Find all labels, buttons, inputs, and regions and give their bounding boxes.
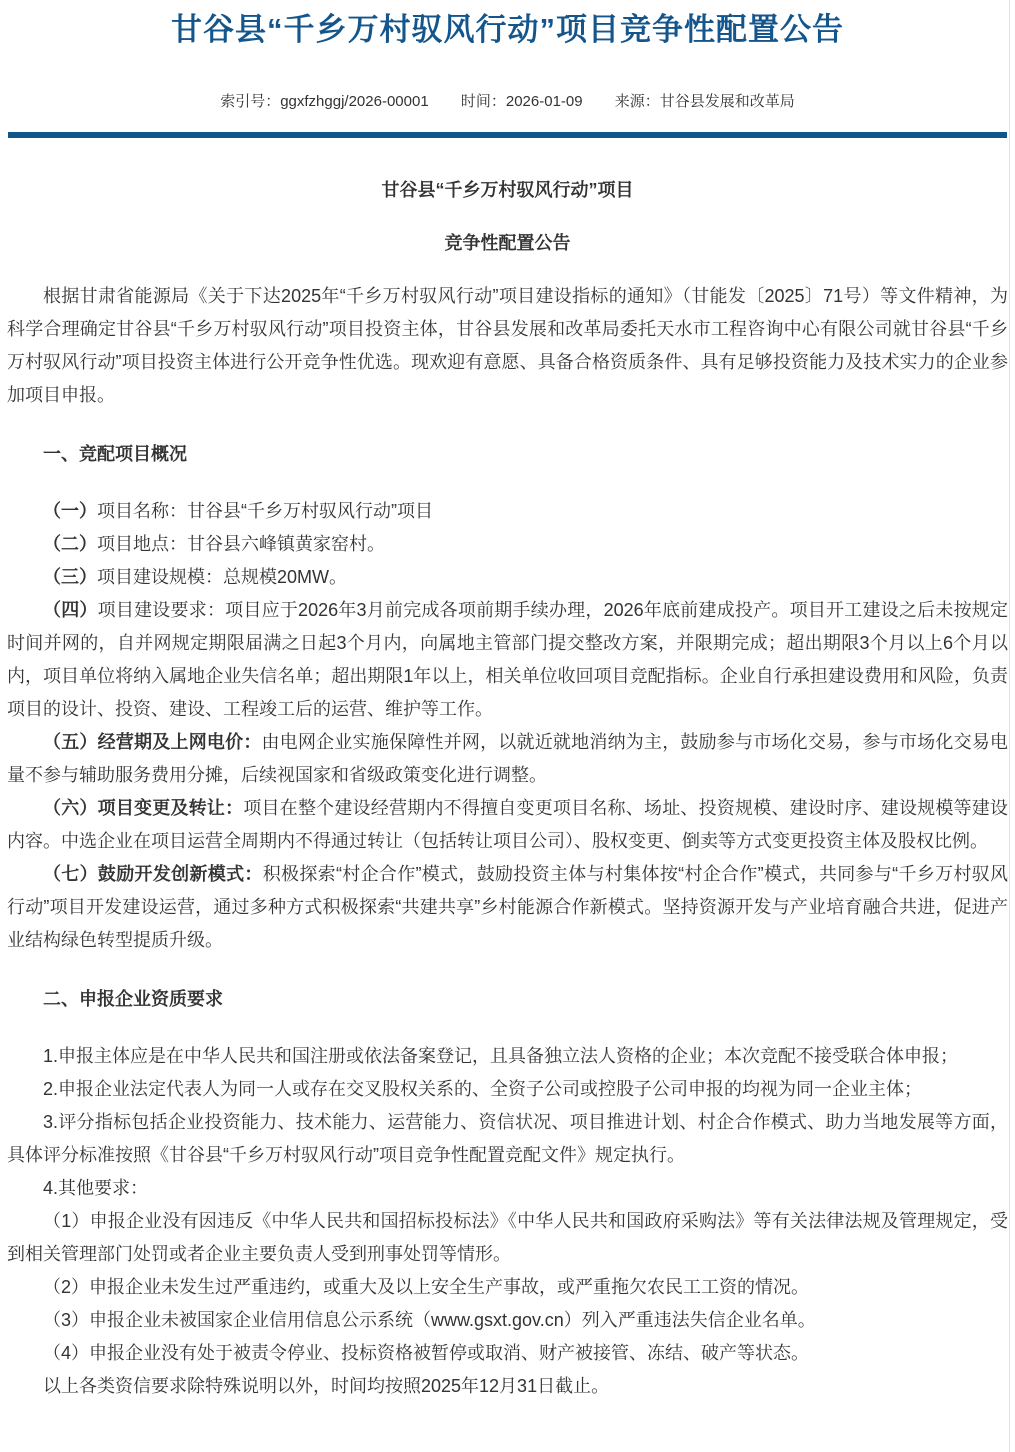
document-title-line2: 竞争性配置公告 xyxy=(444,233,571,253)
section2-item-2: 2.申报企业法定代表人为同一人或存在交叉股权关系的、全资子公司或控股子公司申报的均视为同一企业主体； xyxy=(43,1079,923,1099)
item-7-label: （七）鼓励开发创新模式： xyxy=(43,864,263,884)
item-3-label: （三） xyxy=(43,567,97,587)
section1-item-3 xyxy=(7,561,1008,594)
item-6-text: 项目在整个建设经营期内不得擅自变更项目名称、场址、投资规模、建设时序、建设规模等建设内容。中选企业在项目运营全周期内不得通过转让（包括转让项目公司）、股权变更、倒卖等方式变更投资主体及股权比例。 xyxy=(7,798,1008,851)
section1-item-1 xyxy=(7,495,1008,528)
document-body xyxy=(0,138,1015,1403)
section2-closing-note: 以上各类资信要求除特殊说明以外，时间均按照2025年12月31日截止。 xyxy=(43,1376,610,1396)
meta-time-value: 2026-01-09 xyxy=(505,93,583,110)
meta-index-label: 索引号： xyxy=(220,93,281,110)
item-2-label: （二） xyxy=(43,534,97,554)
meta-index-value: ggxfzhggj/2026-00001 xyxy=(280,93,429,110)
page-title: 甘谷县“千乡万村驭风行动”项目竞争性配置公告 xyxy=(171,12,844,47)
section2-item-7: （3）申报企业未被国家企业信用信息公示系统（www.gsxt.gov.cn）列入严重违法失信企业名单。 xyxy=(43,1310,816,1330)
section-2-heading: 二、申报企业资质要求 xyxy=(43,989,223,1009)
item-5-text: 由电网企业实施保障性并网，以就近就地消纳为主，鼓励参与市场化交易，参与市场化交易电量不参与辅助服务费用分摊，后续视国家和省级政策变化进行调整。 xyxy=(7,732,1009,785)
meta-source-label: 来源： xyxy=(614,93,660,110)
section2-item-1: 1.申报主体应是在中华人民共和国注册或依法备案登记，且具备独立法人资格的企业；本次竞配不接受联合体申报； xyxy=(43,1046,959,1066)
item-5-label: （五）经营期及上网电价： xyxy=(43,732,262,752)
meta-time xyxy=(461,93,583,110)
item-1-label: （一） xyxy=(43,501,97,521)
meta-source xyxy=(615,93,795,110)
meta-index xyxy=(220,93,428,110)
section1-item-7 xyxy=(7,858,1008,957)
item-4-label: （四） xyxy=(43,600,98,620)
meta-time-label: 时间： xyxy=(460,93,506,110)
item-6-label: （六）项目变更及转让： xyxy=(43,798,244,818)
section2-item-3: 3.评分指标包括企业投资能力、技术能力、运营能力、资信状况、项目推进计划、村企合作模式、助力当地发展等方面，具体评分标准按照《甘谷县“千乡万村驭风行动”项目竞争性配置竞配文件》规定执行。 xyxy=(7,1112,1008,1165)
page-right-border xyxy=(1009,0,1010,1452)
item-3-text: 项目建设规模：总规模20MW。 xyxy=(97,567,348,587)
intro-paragraph: 根据甘肃省能源局《关于下达2025年“千乡万村驭风行动”项目建设指标的通知》（甘能发〔2025〕71号）等文件精神，为科学合理确定甘谷县“千乡万村驭风行动”项目投资主体，甘谷县发展和改革局委托天水市工程咨询中心有限公司就甘谷县“千乡万村驭风行动”项目投资主体进行公开竞争性优选。现欢迎有意愿、具备合格资质条件、具有足够投资能力及技术实力的企业参加项目申报。 xyxy=(7,286,1008,405)
section1-item-6 xyxy=(7,792,1008,858)
item-4-text: 项目建设要求：项目应于2026年3月前完成各项前期手续办理，2026年底前建成投产。项目开工建设之后未按规定时间并网的，自并网规定期限届满之日起3个月内，向属地主管部门提交整改方案，并限期完成；超出期限3个月以上6个月以内，项目单位将纳入属地企业失信名单；超出期限1年以上，相关单位收回项目竞配指标。企业自行承担建设费用和风险，负责项目的设计、投资、建设、工程竣工后的运营、维护等工作。 xyxy=(7,600,1008,719)
section-1-heading: 一、竞配项目概况 xyxy=(43,444,187,464)
section2-item-5: （1）申报企业没有因违反《中华人民共和国招标投标法》《中华人民共和国政府采购法》等有关法律法规及管理规定，受到相关管理部门处罚或者企业主要负责人受到刑事处罚等情形。 xyxy=(7,1211,1008,1264)
section2-item-6: （2）申报企业未发生过严重违约，或重大及以上安全生产事故，或严重拖欠农民工工资的情况。 xyxy=(43,1277,810,1297)
page-header xyxy=(0,0,1015,138)
section2-item-4: 4.其他要求： xyxy=(43,1178,149,1198)
item-2-text: 项目地点：甘谷县六峰镇黄家窑村。 xyxy=(97,534,385,554)
section1-item-4 xyxy=(7,594,1008,726)
document-metadata xyxy=(0,93,1015,110)
document-title-line1: 甘谷县“千乡万村驭风行动”项目 xyxy=(381,180,634,200)
item-7-text: 积极探索“村企合作”模式，鼓励投资主体与村集体按“村企合作”模式，共同参与“千乡万村驭风行动”项目开发建设运营，通过多种方式积极探索“共建共享”乡村能源合作新模式。坚持资源开发与产业培育融合共进，促进产业结构绿色转型提质升级。 xyxy=(7,864,1009,950)
section2-item-8: （4）申报企业没有处于被责令停业、投标资格被暂停或取消、财产被接管、冻结、破产等状态。 xyxy=(43,1343,810,1363)
section1-item-2 xyxy=(7,528,1008,561)
section1-item-5 xyxy=(7,726,1008,792)
item-1-text: 项目名称：甘谷县“千乡万村驭风行动”项目 xyxy=(97,501,433,521)
meta-source-value: 甘谷县发展和改革局 xyxy=(659,93,795,110)
